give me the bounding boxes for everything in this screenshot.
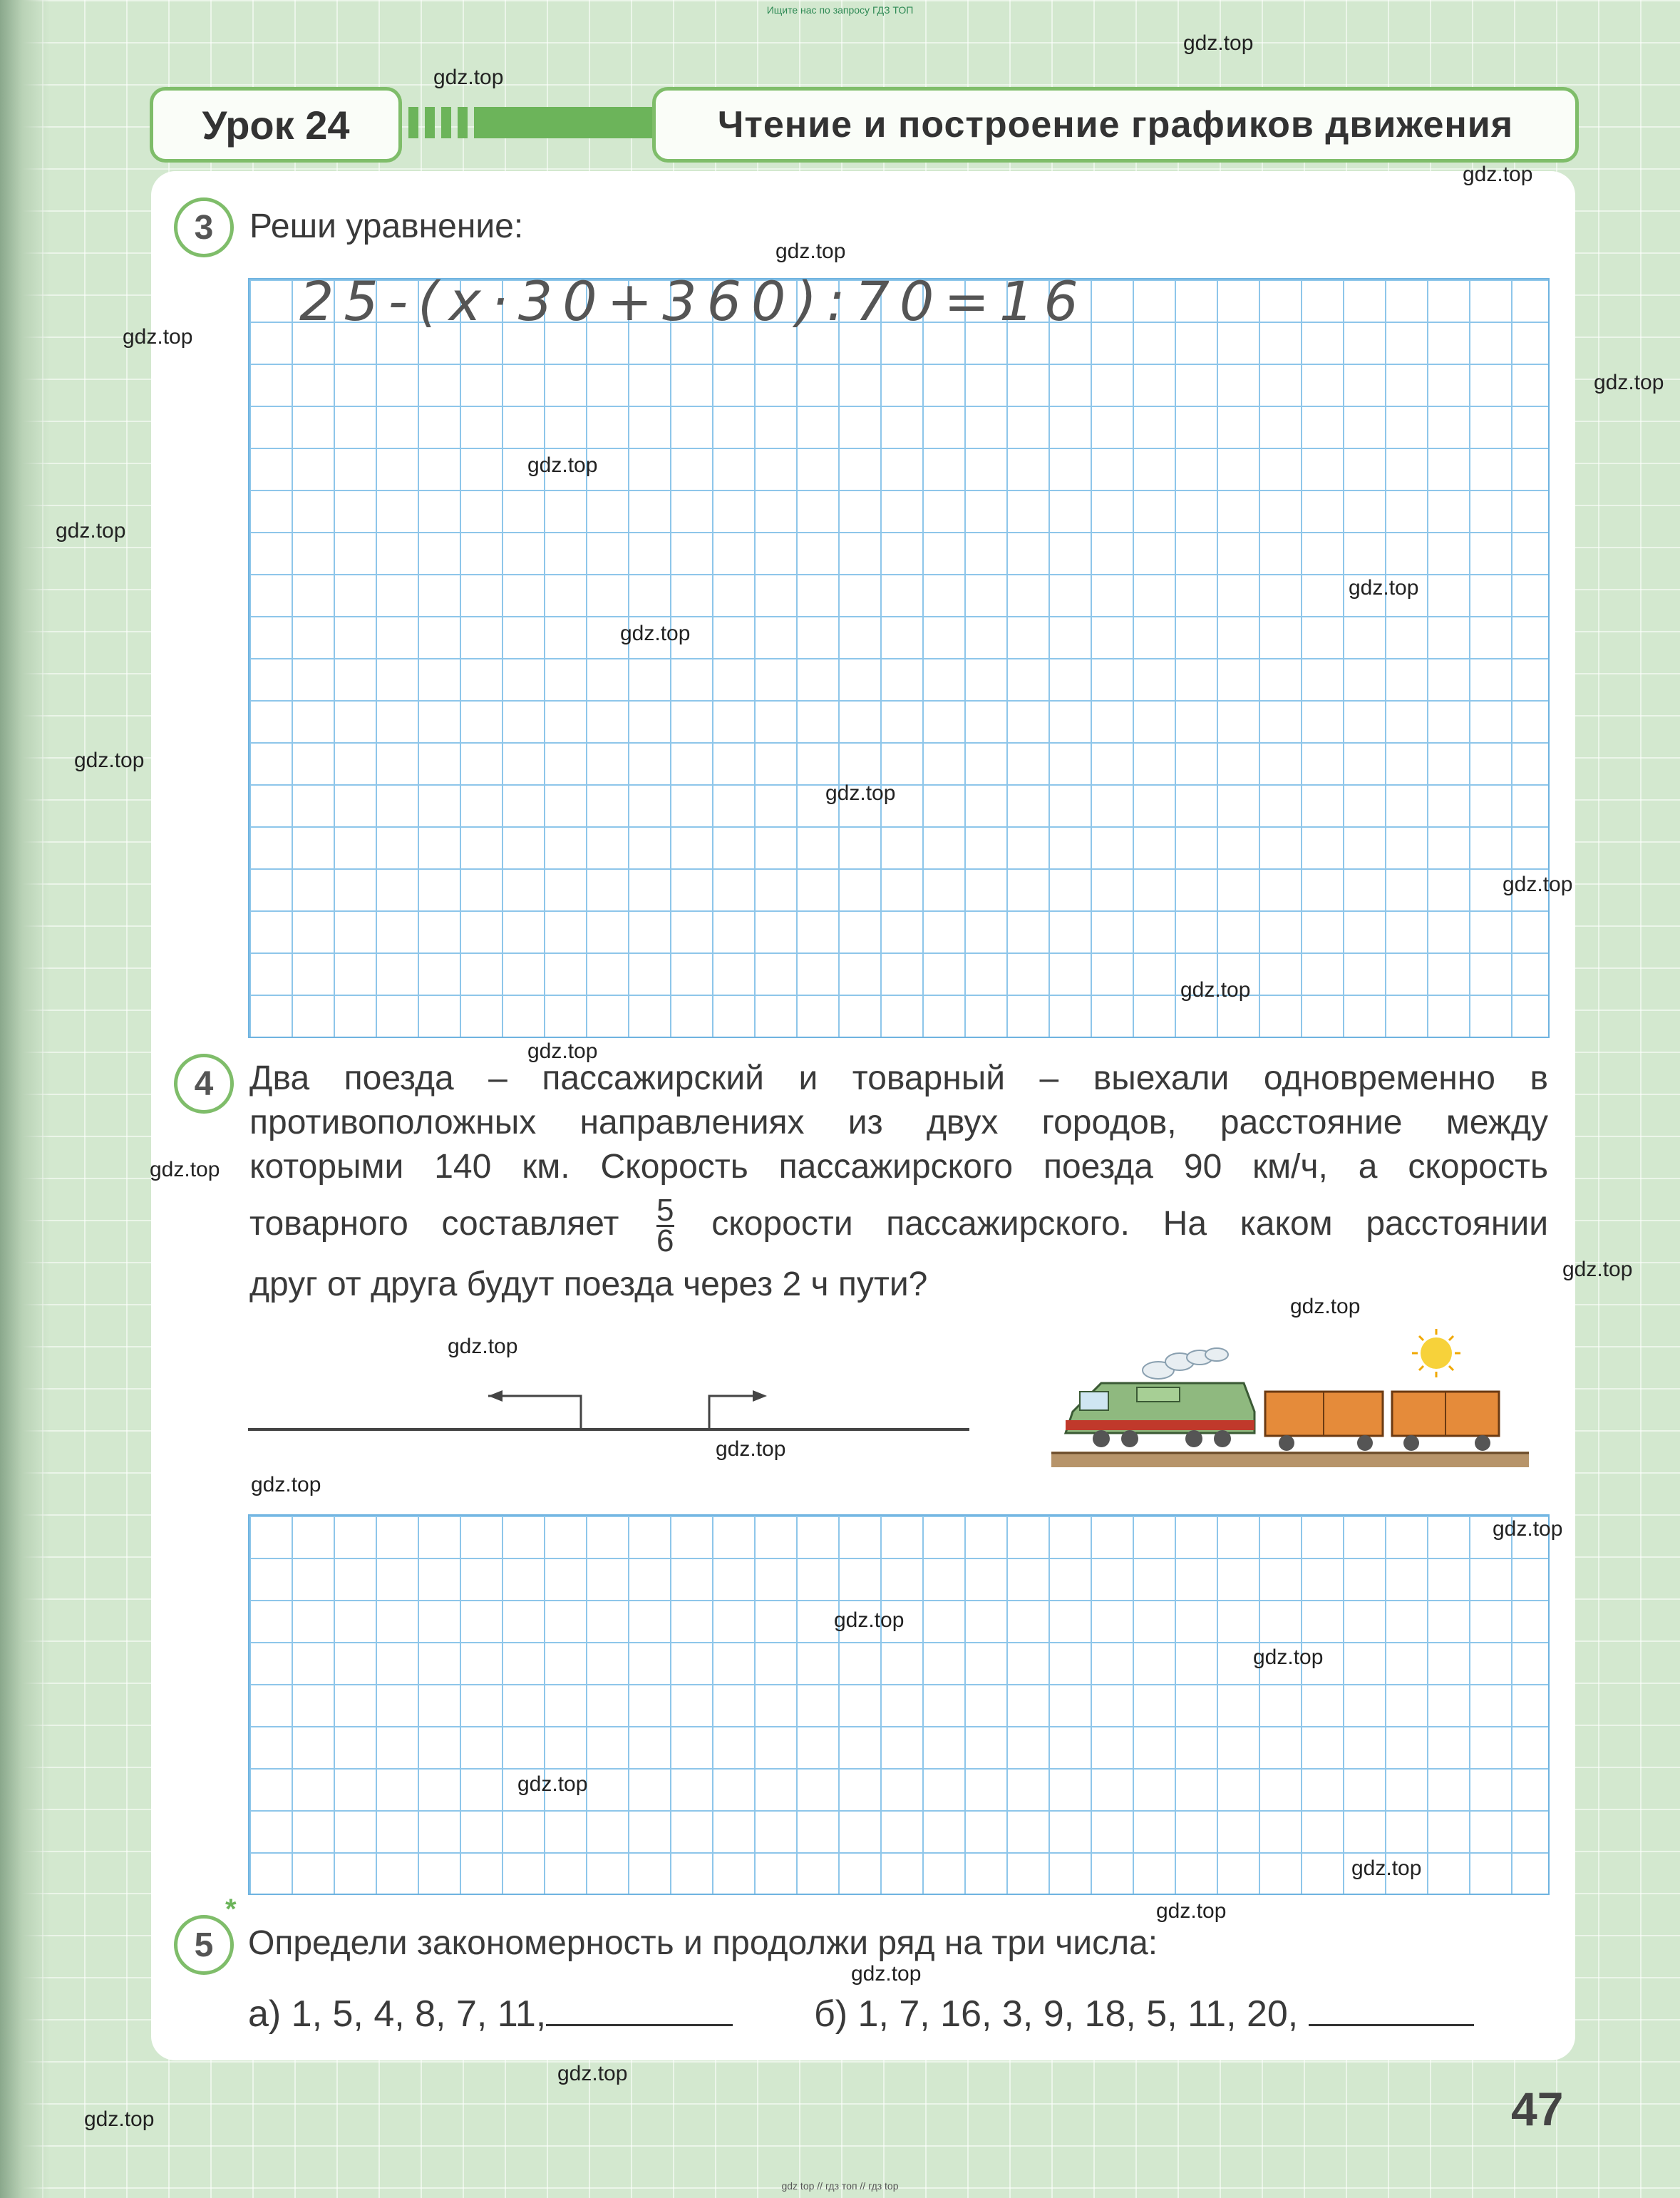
task-3-answer-grid[interactable] <box>248 278 1550 1038</box>
header-stripe-4 <box>458 107 468 138</box>
lesson-title: Чтение и построение графиков движения <box>652 87 1579 163</box>
sun-icon <box>1412 1329 1460 1377</box>
fraction-denominator: 6 <box>656 1223 674 1258</box>
watermark: gdz.top <box>834 1608 905 1632</box>
lesson-label: Урок 24 <box>150 87 402 163</box>
watermark: gdz.top <box>716 1437 786 1461</box>
task-5-number: 5 <box>174 1915 234 1975</box>
fraction-numerator: 5 <box>656 1193 674 1228</box>
task-4-answer-grid[interactable] <box>248 1514 1550 1895</box>
watermark: gdz.top <box>84 2107 155 2131</box>
watermark: gdz.top <box>448 1335 518 1358</box>
task-5-b-answer-blank[interactable] <box>1309 1993 1474 2026</box>
watermark: gdz.top <box>527 453 598 477</box>
task-5-row-a <box>248 1993 733 2035</box>
task-4-text <box>249 1057 1548 1307</box>
watermark: gdz.top <box>123 325 193 349</box>
freight-car-2 <box>1392 1392 1499 1451</box>
task-3-number: 3 <box>174 197 234 257</box>
fraction-five-sixths <box>656 1193 674 1258</box>
task-5-a-sequence: а) 1, 5, 4, 8, 7, 11, <box>248 1993 547 2035</box>
star-icon: * <box>225 1894 237 1925</box>
watermark: gdz.top <box>251 1473 321 1496</box>
task-4-number: 4 <box>174 1054 234 1114</box>
header-stripe-1 <box>408 107 418 138</box>
task-4-line-3: которыми 140 км. Скорость пассажирского поезда 90 км/ч, а скорость <box>249 1148 1548 1186</box>
header-bar <box>474 107 656 138</box>
task-4-line-5: друг от друга будут поезда через 2 ч пути? <box>249 1265 928 1303</box>
rail-ground <box>1051 1452 1529 1467</box>
watermark: gdz.top <box>1594 371 1664 394</box>
task-4-line-2: противоположных направлениях из двух городов, расстояние между <box>249 1104 1548 1141</box>
watermark: gdz.top <box>1156 1899 1227 1923</box>
watermark: gdz.top <box>74 749 145 772</box>
watermark: gdz.top <box>1253 1645 1324 1669</box>
watermark: gdz.top <box>557 2062 628 2085</box>
smoke <box>1143 1348 1228 1379</box>
watermark: gdz.top <box>150 1158 220 1181</box>
watermark: gdz.top <box>1493 1517 1563 1541</box>
task-4-line-1: Два поезда – пассажирский и товарный – выехали одновременно в <box>249 1059 1548 1097</box>
watermark: gdz.top <box>620 622 691 645</box>
watermark: gdz.top <box>1351 1857 1422 1880</box>
watermark: gdz.top <box>527 1039 598 1063</box>
header-stripe-3 <box>441 107 451 138</box>
right-arrow-icon <box>709 1390 767 1429</box>
task-5-b-sequence: б) 1, 7, 16, 3, 9, 18, 5, 11, 20, <box>814 1993 1299 2035</box>
task-3-instruction: Реши уравнение: <box>249 207 524 245</box>
freight-car-1 <box>1265 1392 1383 1451</box>
task-5-instruction: Определи закономерность и продолжи ряд на три числа: <box>248 1924 1158 1962</box>
watermark: gdz.top <box>1503 873 1573 896</box>
watermark: gdz.top <box>1180 978 1251 1002</box>
header-stripe-2 <box>425 107 435 138</box>
trains-direction-diagram <box>242 1376 976 1440</box>
watermark: gdz.top <box>851 1962 922 1986</box>
watermark: gdz.top <box>433 66 504 89</box>
top-note: Ищите нас по запросу ГДЗ ТОП <box>766 4 914 16</box>
watermark: gdz.top <box>1183 31 1254 55</box>
locomotive <box>1066 1383 1254 1447</box>
watermark: gdz.top <box>1349 576 1419 600</box>
watermark: gdz.top <box>1290 1295 1361 1318</box>
watermark: gdz.top <box>825 781 896 805</box>
watermark: gdz.top <box>1463 163 1533 186</box>
task-4-line-4-start: товарного составляет <box>249 1205 619 1243</box>
watermark: gdz.top <box>1562 1258 1633 1281</box>
left-arrow-icon <box>488 1390 581 1429</box>
watermark: gdz.top <box>517 1772 588 1796</box>
task-5-a-answer-blank[interactable] <box>546 1993 733 2026</box>
page-spine-shadow <box>0 0 50 2198</box>
page-number: 47 <box>1511 2083 1564 2135</box>
bottom-note: gdz top // гдз топ // гдз top <box>781 2180 899 2192</box>
watermark: gdz.top <box>56 519 126 543</box>
task-3-handwritten-equation: 25-(x·30+360):70=16 <box>299 269 1088 333</box>
train-illustration <box>1051 1326 1536 1476</box>
watermark: gdz.top <box>775 240 846 263</box>
task-4-line-4 <box>249 1193 1548 1258</box>
task-5-row-b <box>814 1993 1474 2035</box>
task-4-line-4-end: скорости пассажирского. На каком расстоянии <box>711 1205 1548 1243</box>
